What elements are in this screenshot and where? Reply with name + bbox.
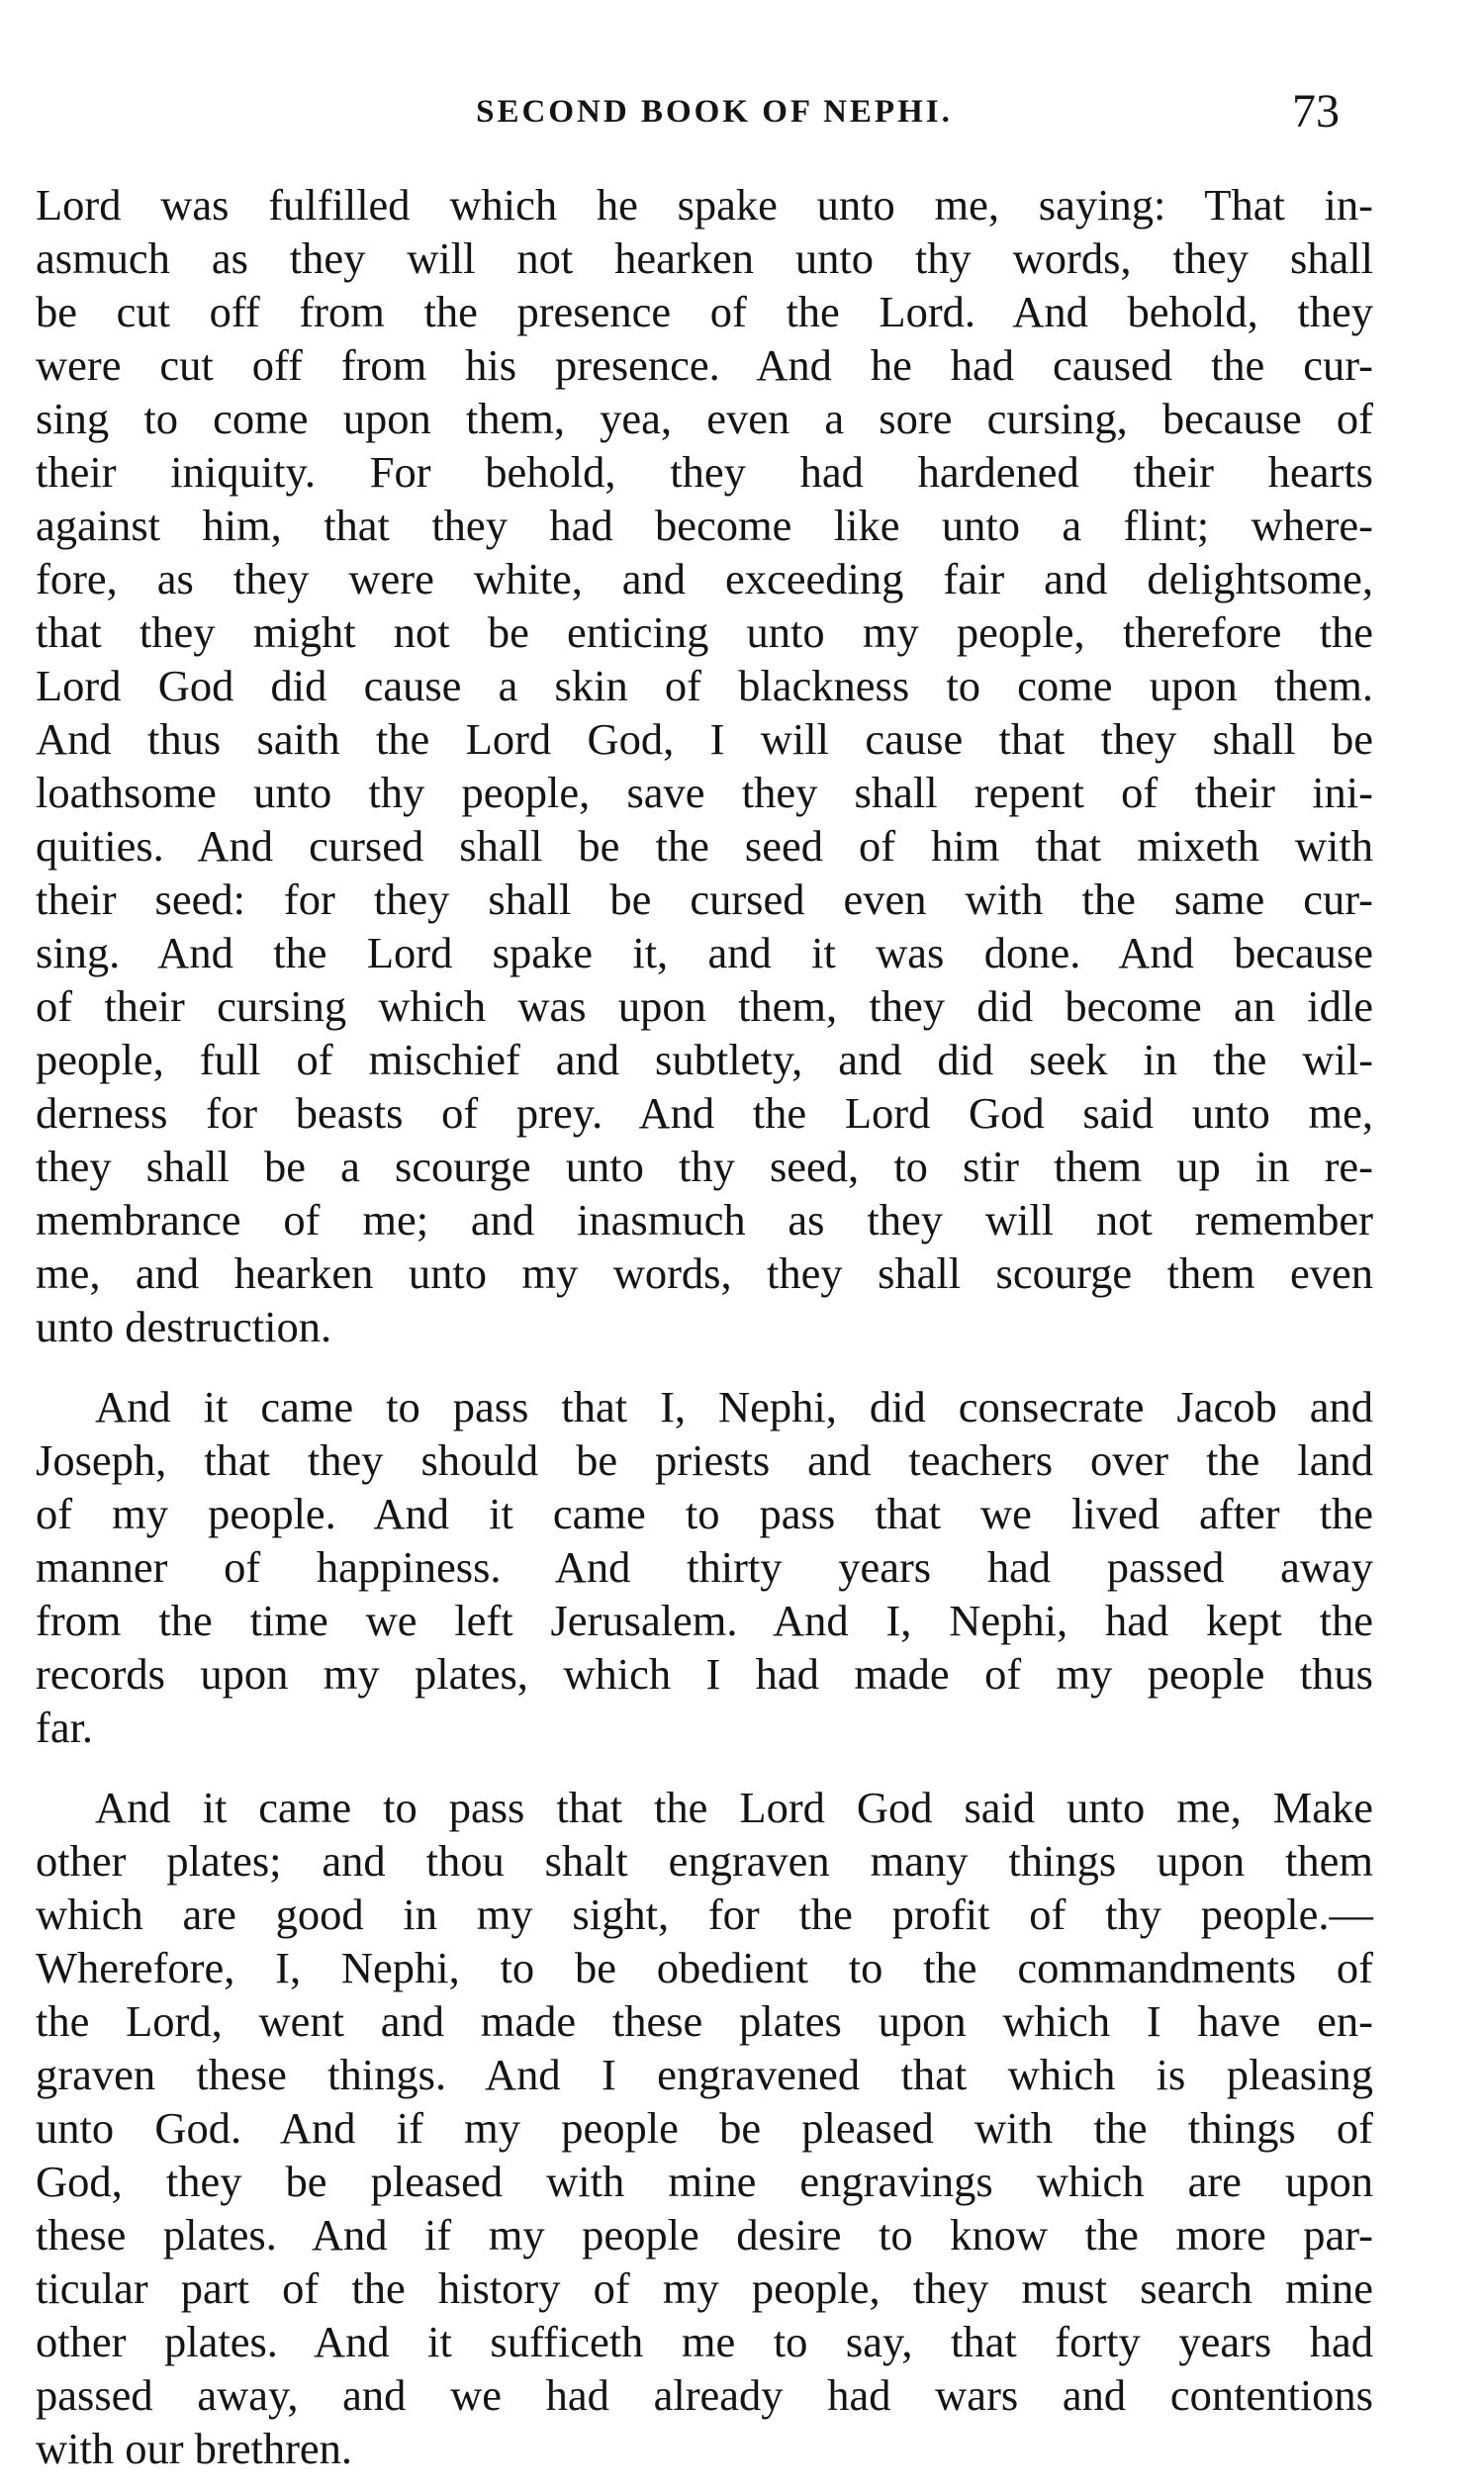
text-line: their iniquity. For behold, they had hardened their hearts <box>36 447 1373 497</box>
text-line: Wherefore, I, Nephi, to be obedient to the commandments of <box>36 1943 1373 1992</box>
text-line: ticular part of the history of my people, they must search mine <box>36 2263 1373 2313</box>
text-line: sing to come upon them, yea, even a sore cursing, because of <box>36 394 1373 443</box>
text-line: records upon my plates, which I had made of my people thus <box>36 1649 1373 1699</box>
text-line: derness for beasts of prey. And the Lord God said unto me, <box>36 1088 1373 1138</box>
text-line: God, they be pleased with mine engravings which are upon <box>36 2157 1373 2206</box>
body-text <box>36 178 1373 2475</box>
paragraph-2 <box>36 1380 1373 1754</box>
text-line: fore, as they were white, and exceeding fair and delightsome, <box>36 554 1373 603</box>
text-line: of their cursing which was upon them, they did become an idle <box>36 981 1373 1031</box>
text-line: from the time we left Jerusalem. And I, Nephi, had kept the <box>36 1596 1373 1645</box>
text-line: unto destruction. <box>36 1302 332 1351</box>
text-line: And it came to pass that I, Nephi, did consecrate Jacob and <box>95 1382 1373 1431</box>
text-line: And thus saith the Lord God, I will cause that they shall be <box>36 714 1373 764</box>
text-line: far. <box>36 1703 94 1752</box>
text-line: loathsome unto thy people, save they shall repent of their ini- <box>36 768 1373 817</box>
text-line: sing. And the Lord spake it, and it was done. And because <box>36 928 1373 977</box>
text-line: quities. And cursed shall be the seed of him that mixeth with <box>36 821 1373 871</box>
text-line: Lord was fulfilled which he spake unto me, saying: That in- <box>36 180 1373 230</box>
text-line: be cut off from the presence of the Lord. And behold, they <box>36 287 1373 336</box>
text-line: they shall be a scourge unto thy seed, to stir them up in re- <box>36 1142 1373 1191</box>
text-line: these plates. And if my people desire to know the more par- <box>36 2210 1373 2259</box>
text-line: were cut off from his presence. And he had caused the cur- <box>36 340 1373 390</box>
text-line: that they might not be enticing unto my people, therefore the <box>36 607 1373 657</box>
text-line: with our brethren. <box>36 2424 353 2473</box>
running-head <box>32 87 1397 137</box>
text-line: membrance of me; and inasmuch as they will not remember <box>36 1195 1373 1245</box>
text-line: passed away, and we had already had wars and contentions <box>36 2370 1373 2420</box>
page-number: 73 <box>1292 85 1340 138</box>
text-line: Lord God did cause a skin of blackness to come upon them. <box>36 661 1373 710</box>
text-line: other plates; and thou shalt engraven many things upon them <box>36 1836 1373 1886</box>
text-line: people, full of mischief and subtlety, and did seek in the wil- <box>36 1035 1373 1084</box>
text-line: other plates. And it sufficeth me to say, that forty years had <box>36 2317 1373 2366</box>
text-line: And it came to pass that the Lord God said unto me, Make <box>95 1783 1373 1832</box>
text-line: unto God. And if my people be pleased with the things of <box>36 2103 1373 2153</box>
text-line: of my people. And it came to pass that we lived after the <box>36 1489 1373 1538</box>
text-line: graven these things. And I engravened that which is pleasing <box>36 2050 1373 2099</box>
text-line: which are good in my sight, for the profit of thy people.— <box>36 1890 1373 1939</box>
text-line: manner of happiness. And thirty years had passed away <box>36 1542 1373 1592</box>
text-line: their seed: for they shall be cursed even with the same cur- <box>36 875 1373 924</box>
paragraph-1 <box>36 178 1373 1353</box>
text-line: me, and hearken unto my words, they shall scourge them even <box>36 1248 1373 1298</box>
running-title: SECOND BOOK OF NEPHI. <box>476 94 953 130</box>
text-line: the Lord, went and made these plates upon which I have en- <box>36 1996 1373 2046</box>
text-line: asmuch as they will not hearken unto thy words, they shall <box>36 233 1373 283</box>
text-line: against him, that they had become like unto a flint; where- <box>36 501 1373 550</box>
text-line: Joseph, that they should be priests and teachers over the land <box>36 1435 1373 1485</box>
paragraph-3 <box>36 1781 1373 2475</box>
